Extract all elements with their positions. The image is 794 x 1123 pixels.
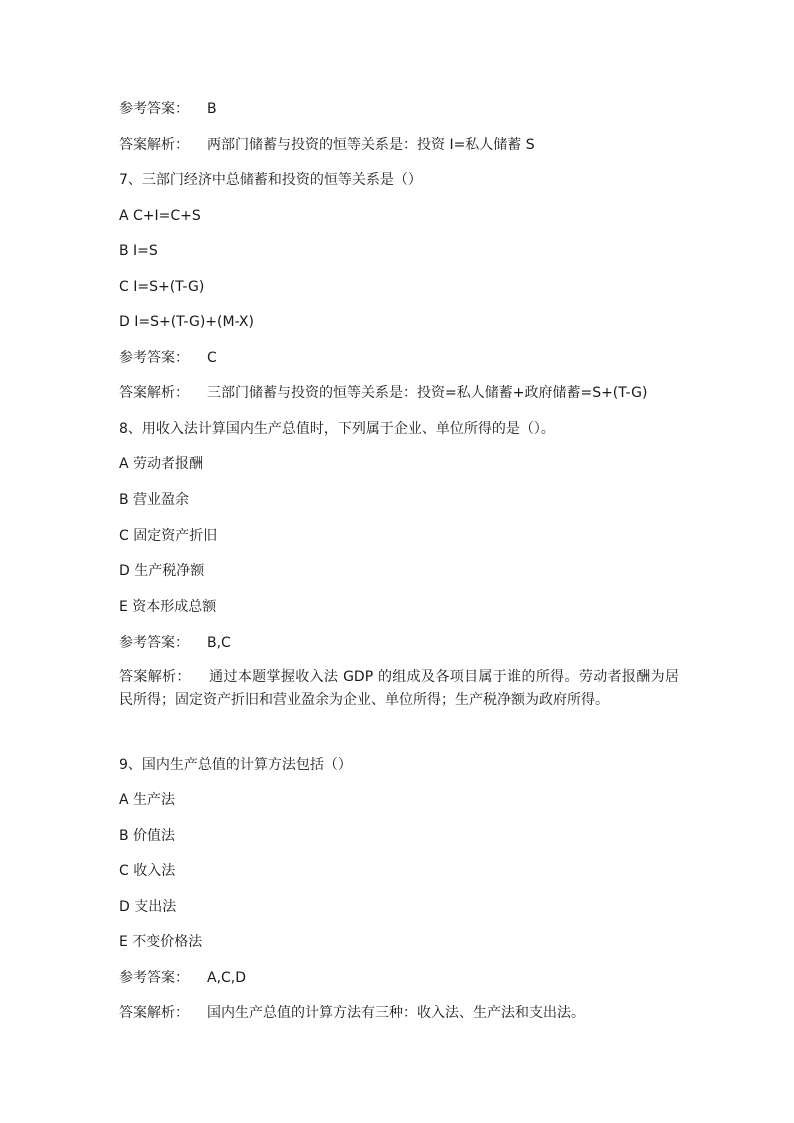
- analysis-label: 答案解析：: [119, 385, 189, 401]
- option-d: D I=S+(T-G)+(M-X): [119, 314, 254, 330]
- question-8: 8、用收入法计算国内生产总值时，下列属于企业、单位所得的是（）。: [119, 421, 555, 437]
- option-d: D 支出法: [119, 899, 177, 915]
- answer-value: C: [207, 350, 217, 366]
- option-b: B 价值法: [119, 828, 176, 844]
- analysis-line: [119, 135, 535, 155]
- answer-label: 参考答案：: [119, 635, 189, 651]
- analysis-paragraph: [119, 666, 679, 712]
- answer-label: 参考答案：: [119, 350, 189, 366]
- option-b: B I=S: [119, 243, 158, 259]
- analysis-label: 答案解析：: [119, 1005, 189, 1021]
- answer-label: 参考答案：: [119, 101, 189, 117]
- option-a: A 生产法: [119, 792, 176, 808]
- option-e: E 资本形成总额: [119, 599, 217, 615]
- analysis-line: [119, 383, 647, 403]
- option-a: A C+I=C+S: [119, 208, 201, 224]
- option-c: C 固定资产折旧: [119, 528, 218, 544]
- analysis-line: [119, 1003, 585, 1023]
- answer-line: [119, 633, 231, 653]
- answer-value: B,C: [207, 635, 231, 651]
- answer-line: [119, 99, 217, 119]
- option-d: D 生产税净额: [119, 563, 205, 579]
- answer-line: [119, 348, 217, 368]
- analysis-label: 答案解析：: [119, 137, 189, 153]
- answer-label: 参考答案：: [119, 970, 189, 986]
- option-c: C 收入法: [119, 863, 176, 879]
- question-9: 9、国内生产总值的计算方法包括（）: [119, 757, 352, 773]
- answer-value: A,C,D: [207, 970, 247, 986]
- question-7: 7、三部门经济中总储蓄和投资的恒等关系是（）: [119, 172, 422, 188]
- analysis-text: 通过本题掌握收入法 GDP 的组成及各项目属于谁的所得。劳动者报酬为居民所得；固定资产折旧和营业盈余为企业、单位所得；生产税净额为政府所得。: [119, 669, 679, 708]
- analysis-text: 三部门储蓄与投资的恒等关系是：投资=私人储蓄+政府储蓄=S+(T-G): [207, 385, 648, 401]
- analysis-text: 两部门储蓄与投资的恒等关系是：投资 I=私人储蓄 S: [207, 137, 535, 153]
- option-c: C I=S+(T-G): [119, 279, 205, 295]
- analysis-text: 国内生产总值的计算方法有三种：收入法、生产法和支出法。: [207, 1005, 585, 1021]
- option-e: E 不变价格法: [119, 934, 203, 950]
- answer-line: [119, 968, 246, 988]
- option-b: B 营业盈余: [119, 492, 190, 508]
- answer-value: B: [207, 101, 217, 117]
- option-a: A 劳动者报酬: [119, 456, 204, 472]
- analysis-label: 答案解析：: [119, 669, 191, 685]
